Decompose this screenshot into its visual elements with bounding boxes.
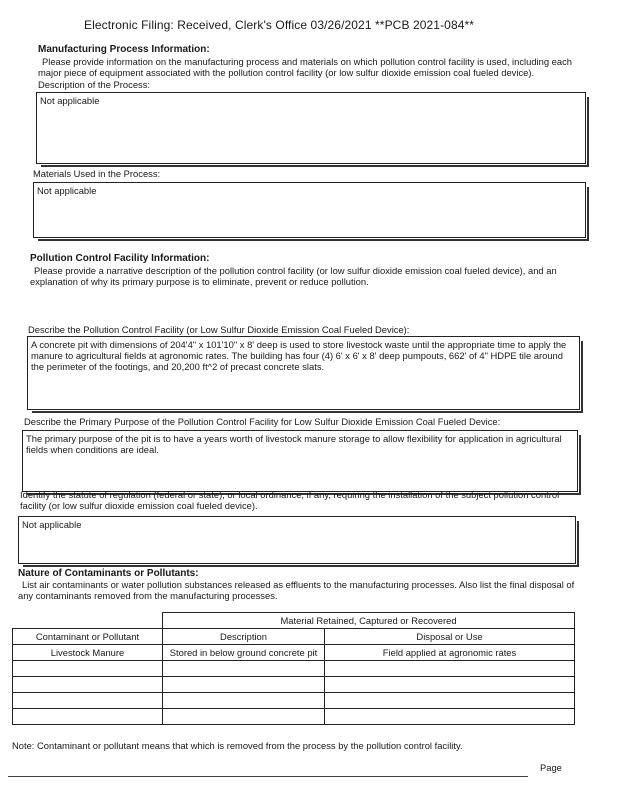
disposal-cell[interactable] [325,677,575,693]
contaminant-cell[interactable] [13,693,163,709]
process-description-label: Description of the Process: [38,79,151,90]
process-description-field[interactable] [36,92,586,164]
description-cell[interactable] [163,693,325,709]
disposal-cell[interactable] [325,693,575,709]
description-cell[interactable] [163,661,325,677]
facility-description-value: A concrete pit with dimensions of 204'4" x 101'10" x 8' deep is used to store livestock waste until the appropriate time to apply the manure to agricultural fields at agronomic rates. The building has four (4) 6' x 6' x 8' deep pumpouts, 662' of 4" HDPE tile around the perimeter of the footings, and 20,200 ft^2 of precast concrete slats. [31,339,567,372]
disposal-cell[interactable] [325,709,575,725]
manufacturing-instructions: Please provide information on the manufacturing process and materials on which pollution control facility is used, including each major piece of equipment associated with the pollution control facility (or low sulfur dioxide emission coal fueled device). [38,56,572,78]
table-row [13,693,575,709]
pollution-control-instructions: Please provide a narrative description of the pollution control facility (or low sulfur dioxide emission coal fueled device), and an explanation of why its primary purpose is to eliminate, prevent or reduce pollution. [30,265,557,287]
primary-purpose-field[interactable] [22,430,578,492]
description-cell[interactable] [163,709,325,725]
contaminant-note: Note: Contaminant or pollutant means that which is removed from the process by the pollution control facility. [12,740,463,751]
statute-field[interactable] [18,516,576,564]
manufacturing-heading: Manufacturing Process Information: [38,44,210,55]
facility-description-label: Describe the Pollution Control Facility (or Low Sulfur Dioxide Emission Coal Fueled Device): [28,324,410,335]
description-cell[interactable] [163,677,325,693]
contaminant-cell[interactable] [13,709,163,725]
facility-description-field[interactable] [27,336,580,410]
contaminants-table [12,612,575,725]
pollution-control-heading: Pollution Control Facility Information: [30,253,210,264]
table-row [13,677,575,693]
contaminants-heading: Nature of Contaminants or Pollutants: [18,568,199,579]
material-retained-header: Material Retained, Captured or Recovered [163,613,575,629]
contaminant-cell[interactable] [13,661,163,677]
disposal-cell[interactable]: Field applied at agronomic rates [325,645,575,661]
table-row [13,645,575,661]
primary-purpose-label: Describe the Primary Purpose of the Pollution Control Facility for Low Sulfur Dioxide Emission Coal Fueled Device: [24,416,501,427]
disposal-cell[interactable] [325,661,575,677]
filing-header: Electronic Filing: Received, Clerk's Office 03/26/2021 **PCB 2021-084** [84,18,475,32]
process-description-value: Not applicable [40,95,100,106]
materials-label: Materials Used in the Process: [33,168,161,179]
table-row [13,661,575,677]
contaminant-cell[interactable] [13,677,163,693]
contaminant-cell[interactable]: Livestock Manure [13,645,163,661]
footer-divider [8,776,528,777]
statute-label: Identify the statute of regulation (federal or state), or local ordinance, if any, requiring the installation of the subject pollution control facility (or low sulfur dioxide emission coal fueled device). [20,489,560,511]
materials-value: Not applicable [37,185,97,196]
primary-purpose-value: The primary purpose of the pit is to have a years worth of livestock manure storage to allow flexibility for application in agricultural fields when conditions are ideal. [26,433,562,455]
statute-value: Not applicable [22,519,82,530]
description-cell[interactable]: Stored in below ground concrete pit [163,645,325,661]
table-row [13,709,575,725]
contaminants-instructions: List air contaminants or water pollution substances released as effluents to the manufacturing processes. Also list the final disposal of any contaminants removed from the manufacturing processes. [18,579,575,601]
disposal-column-header: Disposal or Use [325,629,575,645]
page-label: Page [540,762,562,773]
materials-field[interactable] [33,182,586,238]
description-column-header: Description [163,629,325,645]
contaminant-column-header: Contaminant or Pollutant [13,629,163,645]
